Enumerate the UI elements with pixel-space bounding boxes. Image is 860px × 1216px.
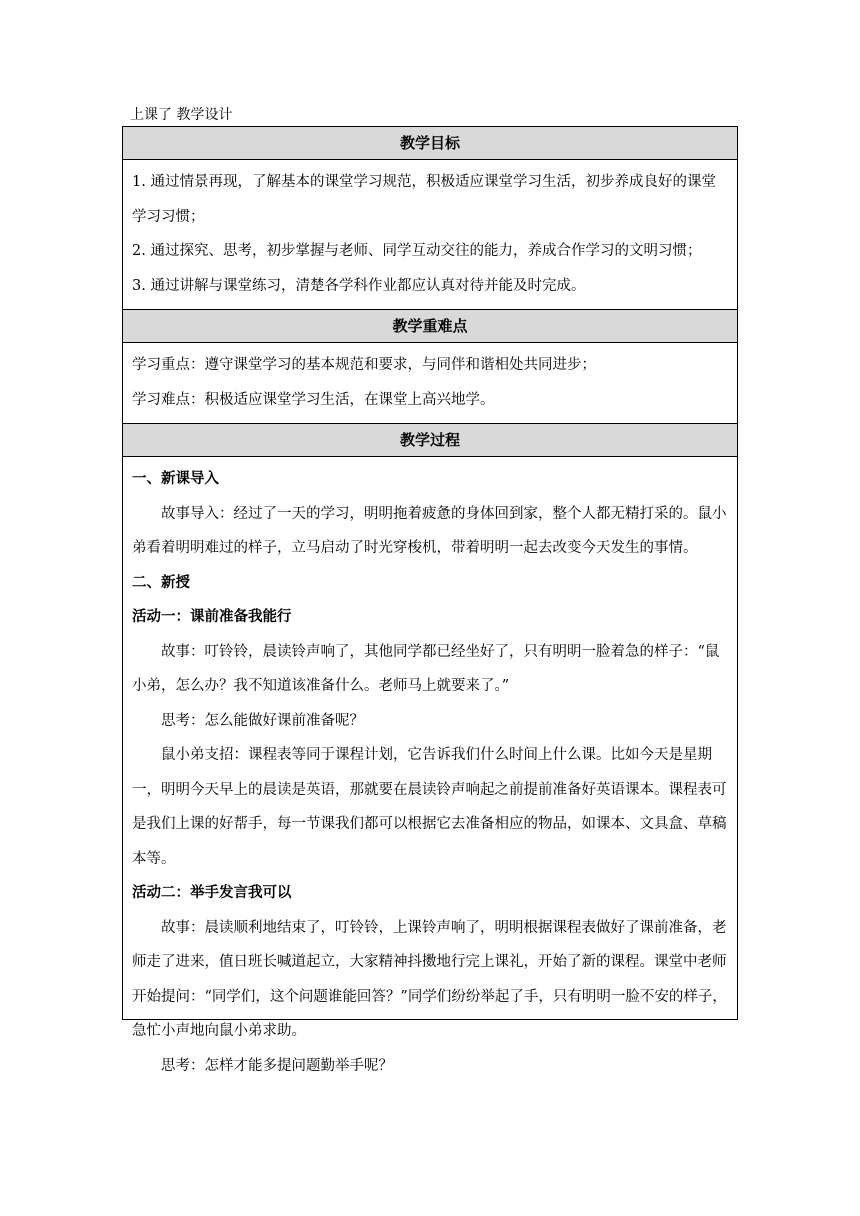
- key-points-heading: 教学重难点: [123, 310, 737, 343]
- activity-paragraph: 鼠小弟支招：课程表等同于课程计划，它告诉我们什么时间上什么课。比如今天是星期一，明明今天早上的晨读是英语，那就要在晨读铃声响起之前提前准备好英语课本。课程表可是我们上课的好帮手，每一节课我们都可以根据它去准备相应的物品，如课本、文具盒、草稿本等。: [132, 747, 727, 867]
- objective-item: 2. 通过探究、思考，初步掌握与老师、同学互动交往的能力，养成合作学习的文明习惯；: [132, 243, 702, 259]
- activity-paragraph: 思考：怎么能做好课前准备呢？: [161, 712, 364, 729]
- learning-difficulty: 学习难点：积极适应课堂学习生活，在课堂上高兴地学。: [132, 391, 495, 408]
- section-paragraph: 故事导入：经过了一天的学习，明明拖着疲惫的身体回到家，整个人都无精打采的。鼠小弟看着明明难过的样子，立马启动了时光穿梭机，带着明明一起去改变今天发生的事情。: [132, 505, 727, 556]
- process-heading: 教学过程: [123, 424, 737, 457]
- objective-item: 1. 通过情景再现，了解基本的课堂学习规范，积极适应课堂学习生活，初步养成良好的课堂学习习惯；: [132, 174, 716, 225]
- key-points-cell: [123, 343, 737, 424]
- objectives-cell: [123, 160, 737, 310]
- activity-paragraph: 思考：怎样才能多提问题勤举手呢？: [161, 1057, 393, 1074]
- lesson-plan-table: [122, 126, 738, 1074]
- objective-item: 3. 通过讲解与课堂练习，清楚各学科作业都应认真对待并能及时完成。: [132, 277, 586, 294]
- activity-paragraph: 故事：叮铃铃，晨读铃声响了，其他同学都已经坐好了，只有明明一脸着急的样子：“鼠小弟，怎么办？我不知道该准备什么。老师马上就要来了。”: [132, 643, 720, 694]
- activity-paragraph: 故事：晨读顺利地结束了，叮铃铃，上课铃声响了，明明根据课程表做好了课前准备，老师走了进来，值日班长喊道起立，大家精神抖擞地行完上课礼，开始了新的课程。课堂中老师开始提问：“同学们，这个问题谁能回答？”同学们纷纷举起了手，只有明明一脸不安的样子，急忙小声地向鼠小弟求助。: [132, 919, 727, 1039]
- process-cell: [123, 457, 737, 1074]
- document-caption: 上课了 教学设计: [130, 107, 233, 123]
- activity-title: 活动一：课前准备我能行: [132, 609, 292, 625]
- learning-focus: 学习重点：遵守课堂学习的基本规范和要求，与同伴和谐相处共同进步；: [132, 357, 596, 373]
- objectives-heading: 教学目标: [123, 127, 737, 160]
- section-title: 二、新授: [132, 574, 190, 591]
- section-title: 一、新课导入: [132, 471, 219, 487]
- activity-title: 活动二：举手发言我可以: [132, 885, 292, 901]
